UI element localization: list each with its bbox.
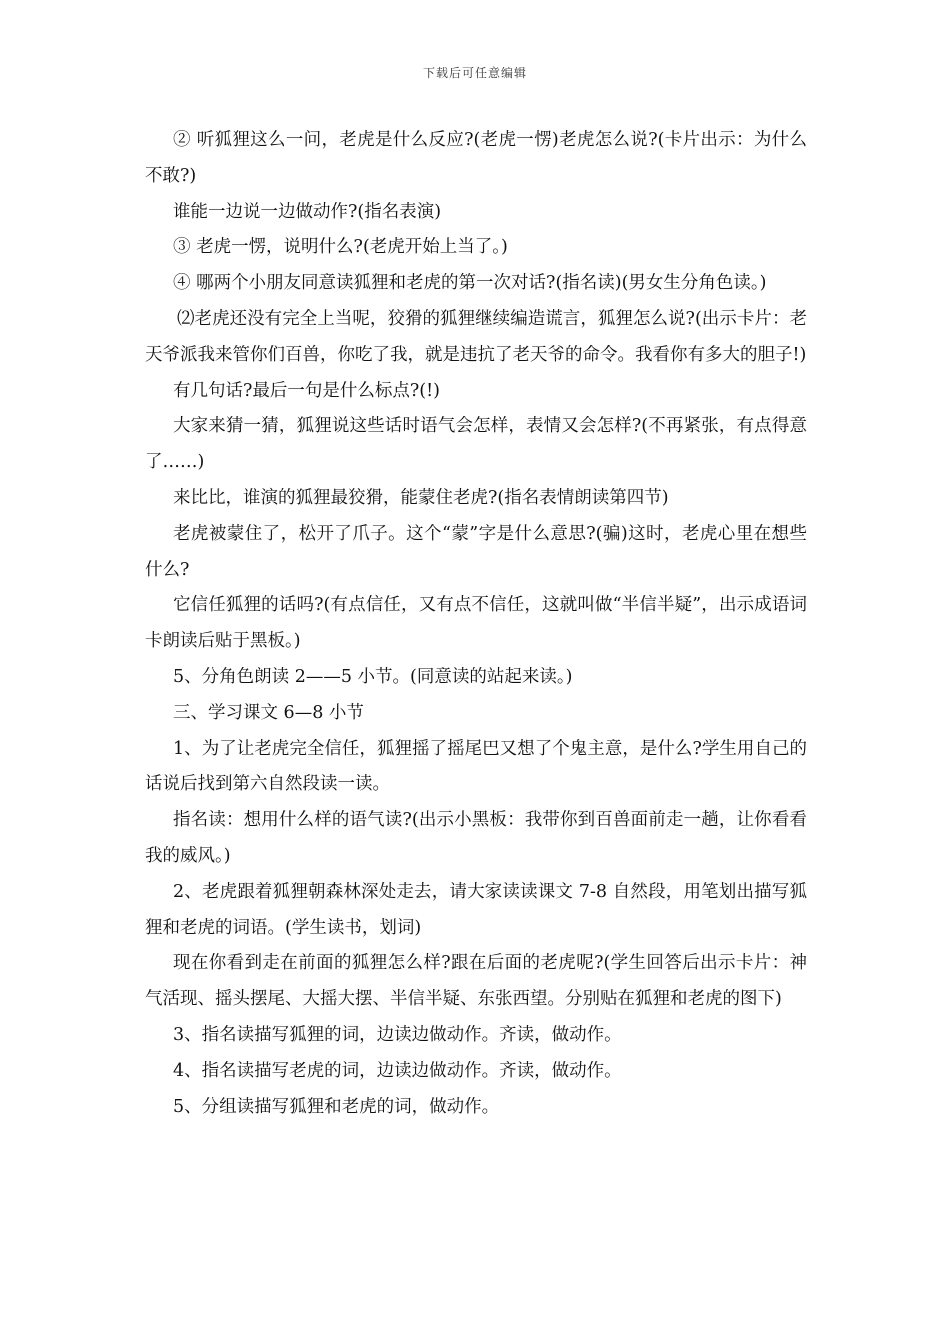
paragraph-17: 3、指名读描写狐狸的词，边读边做动作。齐读，做动作。 bbox=[173, 1024, 622, 1045]
section-heading: 三、学习课文 6—8 小节 bbox=[173, 702, 364, 723]
paragraph-1: ② 听狐狸这么一问，老虎是什么反应?(老虎一愣)老虎怎么说?(卡片出示：为什么不敢?) bbox=[145, 130, 807, 186]
paragraph-7: 大家来猜一猜，狐狸说这些话时语气会怎样，表情又会怎样?(不再紧张，有点得意了……) bbox=[145, 416, 807, 473]
paragraph-11: 5、分角色朗读 2——5 小节。(同意读的站起来读。) bbox=[173, 666, 573, 687]
paragraph-2: 谁能一边说一边做动作?(指名表演) bbox=[173, 201, 442, 222]
paragraph-4: ④ 哪两个小朋友同意读狐狸和老虎的第一次对话?(指名读)(男女生分角色读。) bbox=[173, 273, 767, 294]
page-header: 下载后可任意编辑 bbox=[422, 66, 527, 80]
paragraph-19: 5、分组读描写狐狸和老虎的词，做动作。 bbox=[173, 1096, 500, 1117]
paragraph-8: 来比比，谁演的狐狸最狡猾，能蒙住老虎?(指名表情朗读第四节) bbox=[173, 487, 669, 508]
paragraph-16: 现在你看到走在前面的狐狸怎么样?跟在后面的老虎呢?(学生回答后出示卡片：神气活现、摇头摆尾、大摇大摆、半信半疑、东张西望。分别贴在狐狸和老虎的图下) bbox=[145, 953, 807, 1010]
paragraph-6: 有几句话?最后一句是什么标点?(!) bbox=[173, 380, 440, 401]
paragraph-5: ⑵老虎还没有完全上当呢，狡猾的狐狸继续编造谎言，狐狸怎么说?(出示卡片：老天爷派我来管你们百兽，你吃了我，就是违抗了老天爷的命令。我看你有多大的胆子!) bbox=[145, 308, 807, 365]
paragraph-15: 2、老虎跟着狐狸朝森林深处走去，请大家读读课文 7-8 自然段，用笔划出描写狐狸和老虎的词语。(学生读书，划词) bbox=[145, 881, 807, 938]
document-body bbox=[145, 123, 807, 1125]
paragraph-13: 1、为了让老虎完全信任，狐狸摇了摇尾巴又想了个鬼主意，是什么?学生用自己的话说后找到第六自然段读一读。 bbox=[145, 738, 807, 795]
paragraph-9: 老虎被蒙住了，松开了爪子。这个“蒙”字是什么意思?(骗)这时，老虎心里在想些什么? bbox=[145, 523, 807, 580]
paragraph-10: 它信任狐狸的话吗?(有点信任，又有点不信任，这就叫做“半信半疑”，出示成语词卡朗读后贴于黑板。) bbox=[145, 595, 807, 652]
paragraph-3: ③ 老虎一愣，说明什么?(老虎开始上当了。) bbox=[173, 237, 508, 258]
paragraph-18: 4、指名读描写老虎的词，边读边做动作。齐读，做动作。 bbox=[173, 1060, 622, 1081]
paragraph-14: 指名读：想用什么样的语气读?(出示小黑板：我带你到百兽面前走一趟，让你看看我的威风。) bbox=[145, 810, 807, 866]
